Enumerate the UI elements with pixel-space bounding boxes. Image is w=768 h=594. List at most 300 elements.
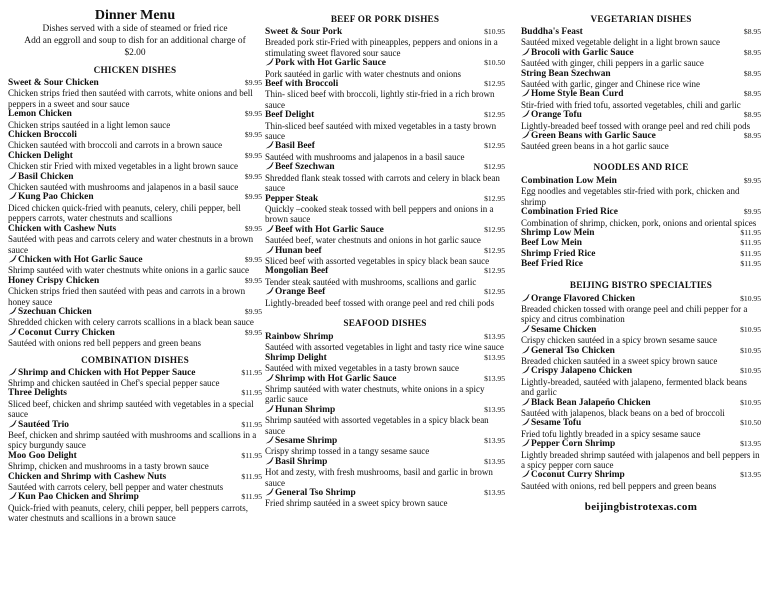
dish-description: Pork sautéed in garlic with water chestnuts and onions bbox=[265, 68, 461, 79]
dish-price: $10.95 bbox=[740, 366, 761, 376]
chili-pepper-icon bbox=[521, 470, 530, 478]
section-combination bbox=[8, 355, 262, 524]
menu-item-row bbox=[521, 110, 761, 120]
chili-pepper-icon bbox=[8, 307, 17, 315]
dish-name bbox=[8, 151, 241, 161]
menu-item-row bbox=[265, 162, 505, 172]
dish-price: $8.95 bbox=[743, 131, 761, 141]
dish-name-text: Orange Tofu bbox=[531, 110, 582, 121]
chili-pepper-icon bbox=[8, 172, 17, 180]
chili-pepper-icon bbox=[521, 131, 530, 139]
dish-price: $8.95 bbox=[743, 110, 761, 120]
menu-item-row bbox=[8, 307, 262, 317]
chili-pepper-icon bbox=[265, 405, 274, 413]
dish-name-text: Black Bean Jalapeño Chicken bbox=[531, 397, 651, 408]
menu-item bbox=[8, 224, 262, 255]
menu-item-row bbox=[521, 346, 761, 356]
dish-name-text: Combination Fried Rice bbox=[521, 207, 618, 218]
chili-pepper-icon bbox=[265, 246, 274, 254]
menu-item bbox=[265, 110, 505, 141]
dish-description: Chicken stir Fried with mixed vegetables in a light brown sauce bbox=[8, 161, 238, 172]
dish-price: $10.50 bbox=[484, 58, 505, 68]
menu-item bbox=[265, 436, 505, 457]
menu-item bbox=[265, 162, 505, 193]
dish-name bbox=[265, 194, 480, 204]
chili-pepper-icon bbox=[521, 439, 530, 447]
menu-item bbox=[265, 353, 505, 374]
menu-item-row bbox=[8, 78, 262, 88]
dish-name bbox=[265, 488, 480, 498]
dish-description: Sliced beef, chicken and shrimp sautéed with vegetables in a special sauce bbox=[8, 398, 254, 420]
dish-name-text: Hunan Shrimp bbox=[275, 404, 336, 415]
menu-item-row bbox=[265, 457, 505, 467]
chili-pepper-icon bbox=[8, 368, 17, 376]
menu-item bbox=[265, 457, 505, 488]
dish-description: Sautéed with onions red bell peppers and green beans bbox=[8, 338, 201, 349]
dish-name bbox=[521, 470, 736, 480]
chili-pepper-icon bbox=[8, 492, 17, 500]
dish-price: $9.95 bbox=[244, 306, 262, 316]
dish-name bbox=[8, 451, 237, 461]
dish-name-text: Pepper Steak bbox=[265, 193, 319, 204]
section-title: NOODLES AND RICE bbox=[593, 161, 689, 172]
dish-price: $13.95 bbox=[484, 352, 505, 362]
dish-price: $12.95 bbox=[484, 224, 505, 234]
dish-price: $11.95 bbox=[740, 259, 761, 269]
menu-item-row bbox=[265, 194, 505, 204]
dish-price: $10.95 bbox=[484, 27, 505, 36]
menu-item bbox=[265, 27, 505, 58]
dish-description: Beef, chicken and shrimp sautéed with mushrooms and scallions in a spicy burgundy sauce bbox=[8, 430, 257, 451]
dish-name bbox=[265, 287, 480, 297]
dish-name-text: Chicken and Shrimp with Cashew Nuts bbox=[8, 471, 167, 482]
dish-name bbox=[265, 79, 480, 89]
dish-description: Chicken sautéed with broccoli and carrots in a brown sauce bbox=[8, 140, 223, 151]
menu-item bbox=[521, 27, 761, 48]
dish-name bbox=[8, 328, 241, 338]
menu-item-row bbox=[8, 388, 262, 398]
menu-item-row bbox=[8, 130, 262, 140]
dish-price: $13.95 bbox=[740, 470, 761, 480]
dish-description: Sautéed with onions, red bell peppers and green beans bbox=[521, 480, 717, 491]
chili-pepper-icon bbox=[265, 436, 274, 444]
dish-name-text: Coconut Curry Shrimp bbox=[531, 470, 625, 481]
menu-item-row bbox=[8, 492, 262, 502]
menu-item-row bbox=[8, 368, 262, 378]
menu-item bbox=[521, 346, 761, 367]
dish-name-text: Sesame Chicken bbox=[531, 324, 597, 335]
menu-item-row bbox=[265, 353, 505, 363]
chili-pepper-icon bbox=[265, 162, 274, 170]
dish-name bbox=[521, 418, 736, 428]
section-beef-pork bbox=[265, 14, 505, 308]
menu-item bbox=[521, 228, 761, 238]
chili-pepper-icon bbox=[521, 418, 530, 426]
menu-item bbox=[8, 78, 262, 109]
dish-name bbox=[521, 439, 736, 449]
dish-name-text: Moo Goo Delight bbox=[8, 450, 77, 461]
dish-name-text: Shrimp Delight bbox=[265, 352, 327, 363]
dish-name-text: General Tso Chicken bbox=[531, 345, 615, 356]
dish-name bbox=[8, 420, 237, 430]
menu-item-row bbox=[8, 224, 262, 234]
dish-description: Fried tofu lightly breaded in a spicy sesame sauce bbox=[521, 428, 701, 439]
dish-name-text: General Tso Shrimp bbox=[275, 488, 356, 499]
dish-name bbox=[265, 58, 480, 68]
dish-price: $11.95 bbox=[740, 238, 761, 248]
menu-item bbox=[521, 249, 761, 259]
dish-name-text: Hunan beef bbox=[275, 245, 322, 256]
dish-name bbox=[265, 332, 480, 342]
dish-price: $9.95 bbox=[244, 327, 262, 337]
dish-price: $10.95 bbox=[740, 324, 761, 334]
dish-price: $8.95 bbox=[743, 89, 761, 99]
menu-item bbox=[265, 225, 505, 246]
menu-column-3 bbox=[521, 8, 761, 594]
dish-description: Sautéed beef, water chestnuts and onions in hot garlic sauce bbox=[265, 235, 481, 246]
dish-name-text: Szechuan Chicken bbox=[18, 306, 92, 317]
section-specialties bbox=[521, 280, 761, 492]
dish-name-text: Buddha's Feast bbox=[521, 27, 583, 37]
dish-description: Lightly-breaded beef tossed with orange peel and red chili pods bbox=[265, 297, 495, 308]
dish-name-text: Chicken Broccoli bbox=[8, 130, 77, 141]
dish-description: Shredded chicken with celery carrots scallions in a black bean sauce bbox=[8, 317, 254, 328]
menu-item bbox=[8, 492, 262, 523]
menu-item-row bbox=[521, 418, 761, 428]
chili-pepper-icon bbox=[521, 89, 530, 97]
menu-item-row bbox=[521, 470, 761, 480]
chili-pepper-icon bbox=[265, 374, 274, 382]
dish-price: $11.95 bbox=[241, 492, 262, 502]
menu-item bbox=[8, 276, 262, 307]
dish-name-text: Three Delights bbox=[8, 388, 67, 399]
dish-price: $12.95 bbox=[484, 266, 505, 276]
website-link[interactable]: beijingbistrotexas.com bbox=[584, 501, 698, 514]
dish-description: Sautéed with assorted vegetables in light and tasty rice wine sauce bbox=[265, 342, 504, 353]
menu-item bbox=[8, 307, 262, 328]
dish-name bbox=[521, 176, 740, 186]
menu-item-row bbox=[8, 420, 262, 430]
menu-item bbox=[521, 366, 761, 397]
menu-item bbox=[265, 332, 505, 353]
dish-name bbox=[8, 276, 241, 286]
dish-price: $12.95 bbox=[484, 141, 505, 151]
menu-item-row bbox=[521, 228, 761, 238]
dish-price: $9.95 bbox=[743, 175, 761, 185]
menu-item-row bbox=[265, 405, 505, 415]
dish-description: Shrimp, chicken and mushrooms in a tasty brown sauce bbox=[8, 461, 209, 472]
menu-item-row bbox=[8, 328, 262, 338]
menu-item-row bbox=[8, 109, 262, 119]
dish-name bbox=[8, 109, 241, 119]
menu-item-row bbox=[521, 176, 761, 186]
dish-name bbox=[521, 325, 736, 335]
menu-item-row bbox=[521, 366, 761, 376]
dish-price: $11.95 bbox=[241, 419, 262, 429]
dish-description: Sautéed with jalapenos, black beans on a bed of broccoli bbox=[521, 408, 725, 418]
menu-item bbox=[265, 141, 505, 162]
menu-item-row bbox=[8, 472, 262, 482]
dish-name-text: Chicken Delight bbox=[8, 150, 73, 161]
dish-description: Combination of shrimp, chicken, pork, onions and oriental spices bbox=[521, 217, 757, 228]
dish-price: $11.95 bbox=[740, 227, 761, 237]
dish-price: $9.95 bbox=[244, 150, 262, 160]
dish-name-text: Pork with Hot Garlic Sauce bbox=[275, 58, 386, 69]
dish-description: Quickly –cooked steak tossed with bell peppers and onions in a brown sauce bbox=[265, 203, 494, 225]
dish-name bbox=[521, 131, 740, 141]
menu-item bbox=[8, 172, 262, 193]
menu-item-row bbox=[265, 287, 505, 297]
dish-price: $12.95 bbox=[484, 79, 505, 89]
dish-name-text: Beef Low Mein bbox=[521, 238, 582, 249]
chili-pepper-icon bbox=[521, 48, 530, 56]
menu-item-row bbox=[8, 172, 262, 182]
dish-price: $12.95 bbox=[484, 287, 505, 297]
dish-name bbox=[8, 492, 237, 502]
dish-name-text: Beef with Hot Garlic Sauce bbox=[275, 224, 384, 235]
dish-description: Egg noodles and vegetables stir-fried with pork, chicken and shrimp bbox=[521, 186, 740, 207]
dish-name-text: Basil Beef bbox=[275, 141, 315, 152]
menu-item bbox=[265, 266, 505, 287]
menu-item bbox=[265, 58, 505, 79]
dish-name bbox=[265, 405, 480, 415]
menu-column-1 bbox=[8, 8, 262, 594]
menu-item bbox=[521, 48, 761, 69]
section-noodles bbox=[521, 162, 761, 270]
menu-item bbox=[521, 207, 761, 228]
dish-name-text: Sesame Shrimp bbox=[275, 436, 338, 447]
dish-description: Sautéed mixed vegetable delight in a light brown sauce bbox=[521, 37, 720, 48]
dish-name bbox=[521, 249, 736, 259]
menu-item bbox=[8, 109, 262, 130]
dish-price: $13.95 bbox=[740, 439, 761, 449]
menu-item bbox=[8, 328, 262, 349]
section-seafood bbox=[265, 318, 505, 509]
dish-description: Shredded flank steak tossed with carrots and celery in black bean sauce bbox=[265, 172, 500, 194]
dish-price: $8.95 bbox=[743, 47, 761, 57]
menu-item-row bbox=[521, 27, 761, 37]
dish-name bbox=[265, 110, 480, 120]
chili-pepper-icon bbox=[521, 294, 530, 302]
dish-name bbox=[521, 366, 736, 376]
dish-name-text: Beef with Broccoli bbox=[265, 79, 339, 90]
dish-description: Chicken strips sautéed in a light lemon sauce bbox=[8, 119, 171, 130]
menu-item bbox=[521, 110, 761, 131]
chili-pepper-icon bbox=[8, 192, 17, 200]
menu-item bbox=[265, 194, 505, 225]
dish-name bbox=[265, 266, 480, 276]
dish-name bbox=[8, 368, 237, 378]
dish-price: $10.95 bbox=[740, 345, 761, 355]
dish-name-text: Sweet & Sour Pork bbox=[265, 27, 343, 37]
section-title: CHICKEN DISHES bbox=[93, 65, 177, 75]
dish-name-text: Combination Low Mein bbox=[521, 175, 617, 186]
dish-name bbox=[265, 436, 480, 446]
dish-description: Stir-fried with fried tofu, assorted vegetables, chili and garlic bbox=[521, 99, 741, 110]
menu-item bbox=[521, 131, 761, 152]
menu-item-row bbox=[265, 436, 505, 446]
dish-description: Shrimp sautéed with water chestnuts, white onions in a spicy garlic sauce bbox=[265, 384, 485, 405]
dish-price: $13.95 bbox=[484, 373, 505, 383]
menu-item-row bbox=[265, 266, 505, 276]
chili-pepper-icon bbox=[521, 110, 530, 118]
section-title: COMBINATION DISHES bbox=[81, 354, 189, 365]
menu-item bbox=[521, 398, 761, 419]
dish-name bbox=[521, 48, 740, 58]
dish-description: Breaded pork stir-Fried with pineapples, peppers and onions in a stimulating sweet flavored sour sauce bbox=[265, 37, 498, 58]
dish-price: $13.95 bbox=[484, 488, 505, 498]
dish-description: Shrimp and chicken sautéed in Chef's special pepper sauce bbox=[8, 377, 220, 388]
chili-pepper-icon bbox=[521, 366, 530, 374]
dish-description: Shrimp sautéed with water chestnuts white onions in a garlic sauce bbox=[8, 265, 249, 276]
menu-item bbox=[8, 130, 262, 151]
dish-description: Hot and zesty, with fresh mushrooms, basil and garlic in brown sauce bbox=[265, 467, 493, 488]
dish-name-text: String Bean Szechwan bbox=[521, 68, 611, 79]
menu-item bbox=[521, 439, 761, 470]
chili-pepper-icon bbox=[8, 328, 17, 336]
dish-name-text: Kun Pao Chicken and Shrimp bbox=[18, 492, 139, 503]
dish-name bbox=[521, 259, 736, 269]
dish-price: $8.95 bbox=[743, 27, 761, 36]
dish-price: $10.50 bbox=[740, 418, 761, 428]
dish-name bbox=[521, 398, 736, 408]
dish-description: Thin-sliced beef sautéed with mixed vegetables in a tasty brown sauce bbox=[265, 120, 497, 142]
menu-item-row bbox=[521, 89, 761, 99]
chili-pepper-icon bbox=[521, 398, 530, 406]
menu-item bbox=[8, 255, 262, 276]
dish-price: $11.95 bbox=[241, 388, 262, 398]
dish-name-text: Shrimp with Hot Garlic Sauce bbox=[275, 373, 397, 384]
dish-name bbox=[8, 307, 241, 317]
menu-item bbox=[521, 238, 761, 248]
menu-item bbox=[8, 388, 262, 419]
menu-item bbox=[265, 246, 505, 267]
dish-description: Quick-fried with peanuts, celery, chili pepper, bell peppers carrots, water chestnuts and scallions in a brown sauce bbox=[8, 502, 248, 524]
dish-description: Tender steak sautéed with mushrooms, scallions and garlic bbox=[265, 276, 477, 287]
dish-description: Lightly breaded shrimp sautéed with jalapenos and bell peppers in a spicy pepper corn sauce bbox=[521, 449, 760, 471]
menu-item bbox=[8, 368, 262, 389]
menu-item-row bbox=[265, 58, 505, 68]
dish-price: $13.95 bbox=[484, 331, 505, 341]
dish-description: Fried shrimp sautéed in a sweet spicy brown sauce bbox=[265, 498, 448, 509]
dish-price: $9.95 bbox=[244, 109, 262, 119]
dish-name-text: Beef Delight bbox=[265, 110, 315, 121]
dish-name bbox=[8, 78, 241, 88]
dish-price: $12.95 bbox=[484, 245, 505, 255]
menu-item-row bbox=[521, 294, 761, 304]
dish-price: $9.95 bbox=[244, 130, 262, 140]
menu-item-row bbox=[265, 488, 505, 498]
dish-price: $9.95 bbox=[244, 78, 262, 87]
dish-price: $11.95 bbox=[241, 471, 262, 481]
dish-name-text: Rainbow Shrimp bbox=[265, 331, 334, 342]
dish-name bbox=[521, 110, 740, 120]
dish-name-text: Shrimp Fried Rice bbox=[521, 248, 596, 259]
dish-description: Sautéed green beans in a hot garlic sauce bbox=[521, 141, 669, 152]
dish-name bbox=[265, 457, 480, 467]
chili-pepper-icon bbox=[8, 255, 17, 263]
chili-pepper-icon bbox=[265, 287, 274, 295]
menu-item bbox=[8, 151, 262, 172]
dish-description: Crispy shrimp tossed in a tangy sesame sauce bbox=[265, 446, 430, 457]
dish-name-text: Green Beans with Garlic Sauce bbox=[531, 131, 656, 142]
menu-item bbox=[521, 294, 761, 325]
menu-item-row bbox=[8, 276, 262, 286]
menu-item-row bbox=[265, 141, 505, 151]
dish-name-text: Brocoli with Garlic Sauce bbox=[531, 47, 634, 58]
dish-price: $12.95 bbox=[484, 110, 505, 120]
dish-description: Sliced beef with assorted vegetables in spicy black bean sauce bbox=[265, 255, 490, 266]
menu-item bbox=[8, 451, 262, 472]
menu-item-row bbox=[265, 225, 505, 235]
dish-name bbox=[265, 246, 480, 256]
menu-item bbox=[521, 325, 761, 346]
dish-name bbox=[521, 27, 740, 37]
intro-line: $2.00 bbox=[124, 48, 146, 58]
dish-price: $9.95 bbox=[244, 171, 262, 181]
dish-description: Lightly-breaded, sautéed with jalapeno, fermented black beans and garlic bbox=[521, 376, 747, 398]
menu-item-row bbox=[265, 79, 505, 89]
dish-price: $11.95 bbox=[740, 248, 761, 258]
menu-item bbox=[265, 488, 505, 509]
menu-item bbox=[8, 192, 262, 223]
dish-name bbox=[265, 225, 480, 235]
dish-name bbox=[8, 172, 241, 182]
dish-name-text: Honey Crispy Chicken bbox=[8, 275, 100, 286]
dish-name bbox=[521, 89, 740, 99]
dish-price: $8.95 bbox=[743, 68, 761, 78]
chili-pepper-icon bbox=[265, 457, 274, 465]
dish-description: Chicken sautéed with mushrooms and jalapenos in a basil sauce bbox=[8, 182, 239, 193]
menu-item-row bbox=[265, 374, 505, 384]
dish-name bbox=[8, 255, 241, 265]
dish-description: Sautéed with mushrooms and jalapenos in a basil sauce bbox=[265, 151, 465, 162]
chili-pepper-icon bbox=[265, 488, 274, 496]
dish-name-text: Basil Shrimp bbox=[275, 456, 328, 467]
menu-item bbox=[521, 176, 761, 207]
dish-name-text: Sesame Tofu bbox=[531, 418, 582, 429]
dish-name-text: Shrimp Low Mein bbox=[521, 227, 595, 238]
intro-line: Dishes served with a side of steamed or fried rice bbox=[42, 24, 228, 34]
chili-pepper-icon bbox=[521, 325, 530, 333]
intro-line: Add an eggroll and soup to dish for an additional charge of bbox=[24, 36, 246, 46]
menu-item bbox=[521, 418, 761, 439]
menu-item bbox=[521, 259, 761, 269]
menu-item bbox=[265, 405, 505, 436]
dish-name bbox=[521, 69, 740, 79]
dish-name-text: Orange Flavored Chicken bbox=[531, 293, 635, 304]
dish-price: $12.95 bbox=[484, 162, 505, 172]
menu-item-row bbox=[521, 439, 761, 449]
dish-name bbox=[265, 374, 480, 384]
dish-name bbox=[8, 472, 237, 482]
section-chicken bbox=[8, 65, 262, 349]
dish-name-text: Sautéed Trio bbox=[18, 419, 69, 430]
dish-name bbox=[8, 224, 241, 234]
menu-item-row bbox=[521, 259, 761, 269]
menu-item bbox=[521, 69, 761, 90]
menu-item-row bbox=[521, 69, 761, 79]
dish-description: Sautéed with mixed vegetables in a tasty brown sauce bbox=[265, 363, 459, 374]
section-title: BEEF OR PORK DISHES bbox=[330, 14, 440, 24]
dish-description: Thin- sliced beef with broccoli, lightly stir-fried in a rich brown sauce bbox=[265, 89, 495, 110]
dish-price: $11.95 bbox=[241, 367, 262, 377]
chili-pepper-icon bbox=[521, 346, 530, 354]
dish-name bbox=[8, 192, 241, 202]
dish-description: Chicken strips fried then sautéed with peas and carrots in a brown honey sauce bbox=[8, 286, 246, 307]
dish-name bbox=[521, 207, 740, 217]
menu-item-row bbox=[521, 325, 761, 335]
